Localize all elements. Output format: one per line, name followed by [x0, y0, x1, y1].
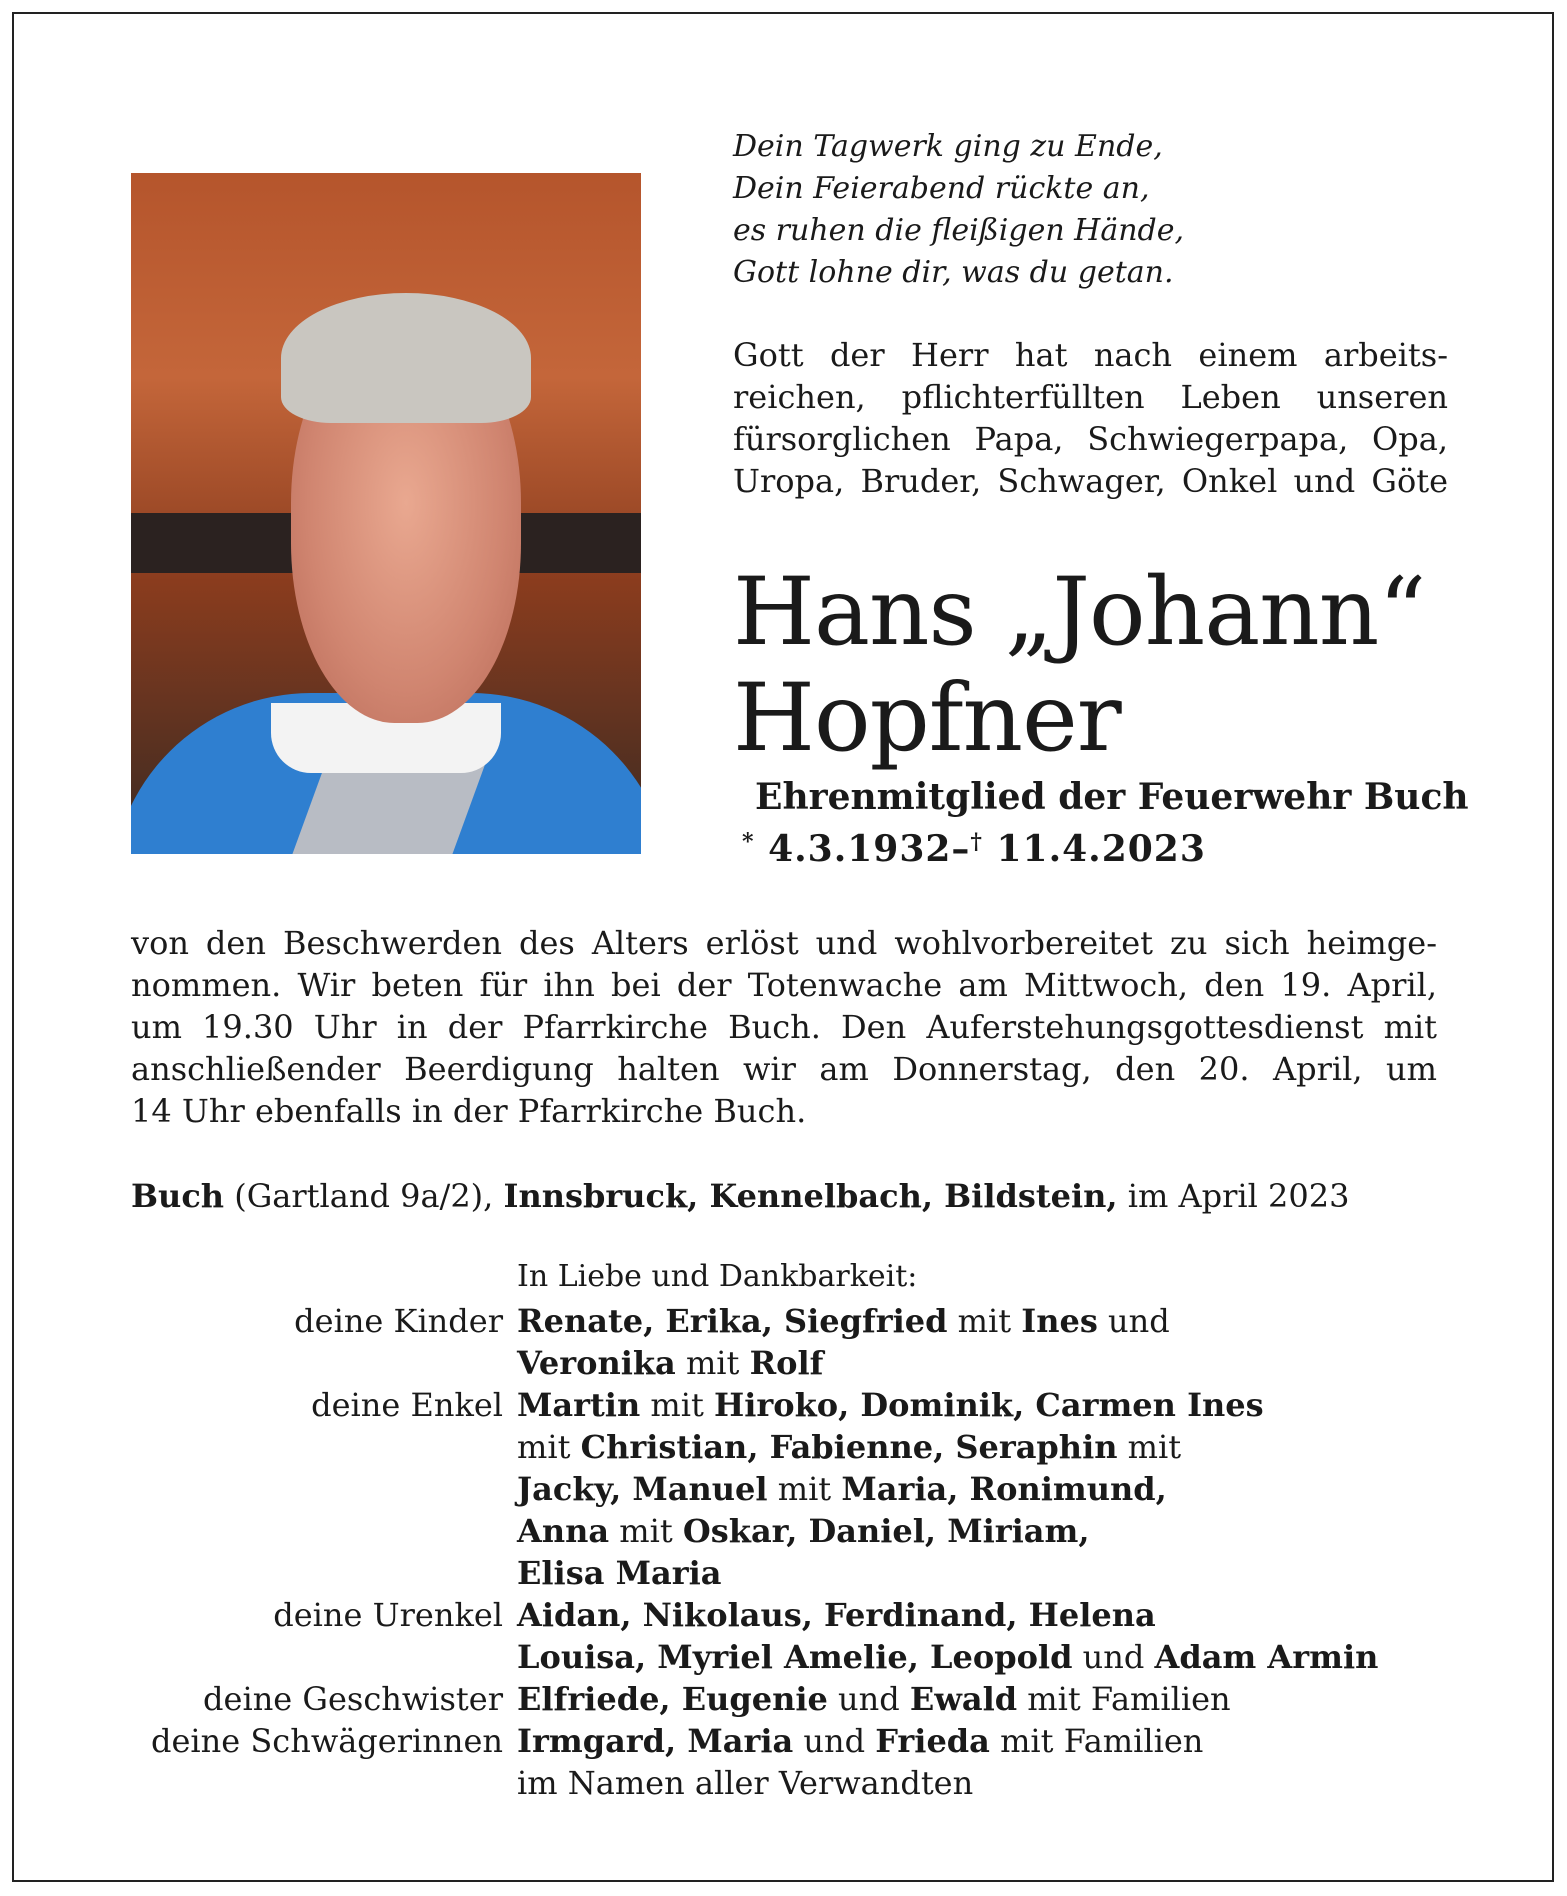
name-text: Veronika	[517, 1344, 676, 1382]
text: im April 2023	[1117, 1177, 1350, 1215]
relatives-row	[131, 1636, 1378, 1678]
body-line: von den Beschwerden des Alters erlöst und wohlvorbereitet zu sich heimge-	[131, 924, 1437, 962]
relation-names	[517, 1300, 1170, 1342]
name-text: Irmgard, Maria	[517, 1722, 794, 1760]
date-separator: –	[951, 828, 971, 870]
relation-names	[517, 1468, 1167, 1510]
relation-label	[131, 1510, 517, 1552]
name-text: Christian, Fabienne, Seraphin	[580, 1428, 1118, 1466]
relation-label: deine Urenkel	[273, 1596, 503, 1634]
name-line-1: Hans „Johann“	[733, 558, 1426, 667]
body-line: nommen. Wir beten für ihn bei der Totenwache am Mittwoch, den 19. April,	[131, 966, 1437, 1004]
intro-line: reichen, pflichterfüllten Leben unseren	[733, 378, 1448, 416]
death-symbol: †	[970, 829, 983, 855]
relation-names	[517, 1636, 1378, 1678]
relatives-row	[131, 1678, 1378, 1720]
text: und	[827, 1680, 910, 1718]
body-line: um 19.30 Uhr in der Pfarrkirche Buch. Den Auferstehungsgottesdienst mit	[131, 1008, 1437, 1046]
name-text: Adam Armin	[1154, 1638, 1379, 1676]
relation-label: deine Kinder	[294, 1302, 503, 1340]
name-text: Maria, Ronimund,	[841, 1470, 1167, 1508]
relatives-row	[131, 1300, 1378, 1342]
name-text: Frieda	[875, 1722, 990, 1760]
relation-names	[517, 1342, 823, 1384]
poem-line: Gott lohne dir, was du getan.	[733, 255, 1174, 290]
relation-label	[131, 1342, 517, 1384]
relation-names	[517, 1552, 722, 1594]
text: im Namen aller Verwandten	[517, 1764, 974, 1802]
text: mit	[640, 1386, 714, 1424]
name-text: Ines	[1021, 1302, 1098, 1340]
name-text: Aidan, Nikolaus, Ferdinand, Helena	[517, 1596, 1156, 1634]
relatives-row	[131, 1720, 1378, 1762]
text: und	[1072, 1638, 1155, 1676]
intro-line: Gott der Herr hat nach einem arbeits-	[733, 336, 1448, 374]
relation-label	[131, 1762, 517, 1804]
relation-label	[131, 1468, 517, 1510]
birth-date: 4.3.1932	[768, 828, 952, 870]
poem-line: es ruhen die fleißigen Hände,	[733, 213, 1185, 248]
relation-label	[131, 1426, 517, 1468]
name-text: Elisa Maria	[517, 1554, 722, 1592]
text: mit	[675, 1344, 750, 1382]
text: mit Familien	[989, 1722, 1204, 1760]
name-text: Jacky, Manuel	[517, 1470, 768, 1508]
relatives-row	[131, 1342, 1378, 1384]
text: mit Familien	[1017, 1680, 1231, 1718]
name-text: Martin	[517, 1386, 641, 1424]
place-line	[131, 1175, 1349, 1217]
name-text: Hiroko, Dominik, Carmen Ines	[714, 1386, 1264, 1424]
relation-label: deine Schwägerinnen	[150, 1722, 503, 1760]
portrait-photo	[131, 173, 641, 854]
relation-label: deine Enkel	[311, 1386, 503, 1424]
birth-symbol: *	[742, 829, 755, 855]
relation-names	[517, 1720, 1203, 1762]
relation-label	[131, 1636, 517, 1678]
poem-line: Dein Tagwerk ging zu Ende,	[733, 129, 1163, 164]
relation-names	[517, 1678, 1231, 1720]
life-dates	[742, 820, 1206, 871]
text: mit	[767, 1470, 842, 1508]
relatives-row	[131, 1594, 1378, 1636]
death-date: 11.4.2023	[996, 828, 1206, 870]
body-text	[131, 922, 1437, 1132]
relatives-row	[131, 1468, 1378, 1510]
relation-label	[131, 1552, 517, 1594]
poem-line: Dein Feierabend rückte an,	[733, 171, 1150, 206]
relatives-list	[131, 1300, 1378, 1804]
relatives-row	[131, 1510, 1378, 1552]
name-line-2: Hopfner	[733, 664, 1121, 773]
name-text: Buch	[131, 1177, 225, 1215]
name-text: Rolf	[749, 1344, 824, 1382]
relation-names	[517, 1510, 1090, 1552]
relatives-row	[131, 1426, 1378, 1468]
relation-names	[517, 1594, 1156, 1636]
name-text: Anna	[517, 1512, 610, 1550]
text: mit	[517, 1428, 581, 1466]
name-text: Innsbruck, Kennelbach, Bildstein,	[503, 1177, 1118, 1215]
text: und	[1097, 1302, 1170, 1340]
relatives-row	[131, 1384, 1378, 1426]
text: mit	[1117, 1428, 1182, 1466]
intro-line: Uropa, Bruder, Schwager, Onkel und Göte	[733, 462, 1448, 500]
poem	[733, 126, 1184, 294]
name-text: Renate, Erika, Siegfried	[517, 1302, 948, 1340]
text: (Gartland 9a/2),	[224, 1177, 504, 1215]
relation-names	[517, 1762, 973, 1804]
relation-names	[517, 1384, 1264, 1426]
text: mit	[947, 1302, 1022, 1340]
closing-line: In Liebe und Dankbarkeit:	[517, 1259, 918, 1294]
relation-names	[517, 1426, 1181, 1468]
body-line: anschließender Beerdigung halten wir am Donnerstag, den 20. April, um	[131, 1050, 1437, 1088]
body-line: 14 Uhr ebenfalls in der Pfarrkirche Buch.	[131, 1092, 807, 1130]
name-text: Oskar, Daniel, Miriam,	[682, 1512, 1090, 1550]
relation-label: deine Geschwister	[203, 1680, 503, 1718]
name-text: Elfriede, Eugenie	[517, 1680, 828, 1718]
deceased-name	[733, 560, 1425, 772]
relatives-row	[131, 1762, 1378, 1804]
honor-title: Ehrenmitglied der Feuerwehr Buch	[755, 776, 1469, 818]
name-text: Louisa, Myriel Amelie, Leopold	[517, 1638, 1073, 1676]
intro-line: fürsorglichen Papa, Schwiegerpapa, Opa,	[733, 420, 1448, 458]
name-text: Ewald	[909, 1680, 1018, 1718]
relatives-row	[131, 1552, 1378, 1594]
text: und	[793, 1722, 876, 1760]
intro-text	[733, 334, 1448, 502]
text: mit	[609, 1512, 683, 1550]
